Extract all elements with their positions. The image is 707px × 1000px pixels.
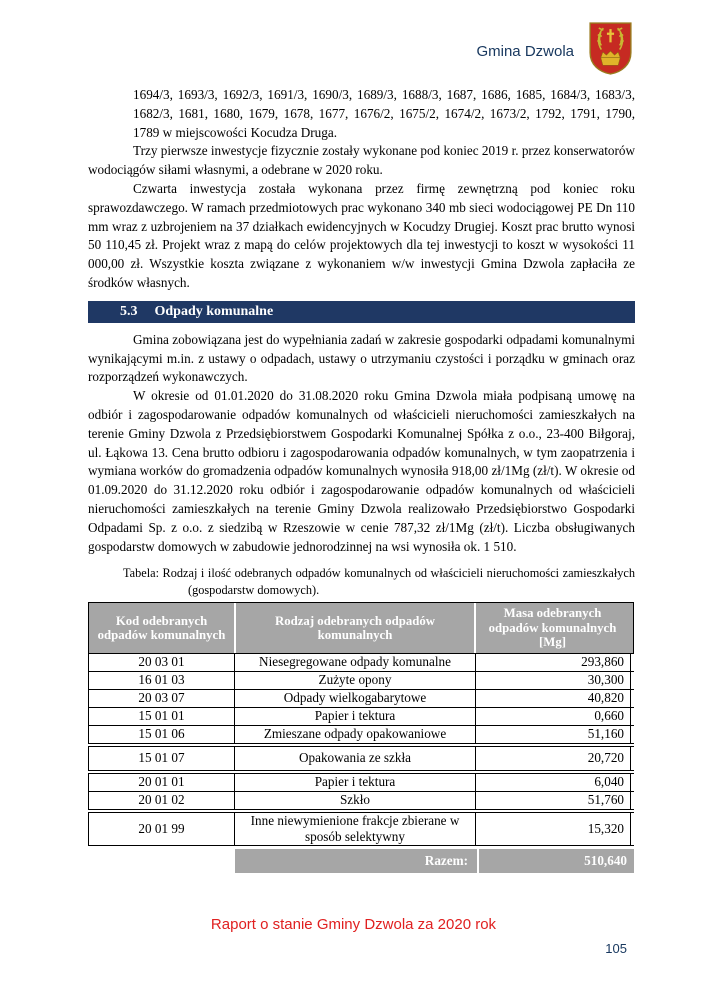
table-caption: Tabela: Rodzaj i ilość odebranych odpadów komunalnych od właścicieli nieruchomości zamieszkałych (gospodarstw domowych). [123, 566, 635, 598]
table-total-row [88, 849, 634, 873]
cell-type: Zmieszane odpady opakowaniowe [235, 726, 476, 743]
cell-type: Inne niewymienione frakcje zbierane w sposób selektywny [235, 813, 476, 845]
paragraph-fourth-investment: Czwarta inwestycja została wykonana przez firmę zewnętrzną pod koniec roku sprawozdawczego. W ramach przedmiotowych prac wykonano 340 mb sieci wodociągowej PE Dn 110 mm wraz z uzbrojeniem na 37 działkach ewidencyjnych w Kocudzy Drugiej. Koszt prac brutto wynosi 50 110,45 zł. Projekt wraz z mapą do celów projektowych dla tej inwestycji to koszt w wysokości 11 000,00 zł. Wszystkie koszta związane z wykonaniem w/w inwestycji Gmina Dzwola zapłaciła ze środków własnych. [88, 180, 635, 290]
table-row [88, 708, 634, 726]
total-label: Razem: [235, 849, 477, 873]
table-row [88, 726, 634, 744]
section-title: Odpady komunalne [154, 303, 274, 319]
table-row [88, 690, 634, 708]
column-header-type: Rodzaj odebranych odpadów komunalnych [234, 603, 474, 653]
section-heading-odpady-komunalne [88, 301, 635, 323]
paragraph-first-investments: Trzy pierwsze inwestycje fizycznie zostały wykonane pod koniec 2019 r. przez konserwatorów wodociągów siłami własnymi, a odebrane w 2020 roku. [88, 143, 635, 178]
cell-mass: 15,320 [476, 813, 631, 845]
cell-code: 20 03 01 [89, 654, 235, 671]
page-content [88, 86, 635, 873]
column-header-mass: Masa odebranych odpadów komunalnych [Mg] [474, 603, 629, 653]
cell-code: 20 01 99 [89, 813, 235, 845]
cell-code: 15 01 06 [89, 726, 235, 743]
municipality-name: Gmina Dzwola [476, 43, 574, 60]
section-number: 5.3 [120, 303, 138, 319]
cell-mass: 6,040 [476, 774, 631, 791]
cell-mass: 40,820 [476, 690, 631, 707]
cell-code: 20 03 07 [89, 690, 235, 707]
waste-table [88, 602, 634, 873]
cell-type: Szkło [235, 792, 476, 809]
total-value: 510,640 [477, 849, 634, 873]
paragraph-waste-obligations: Gmina zobowiązana jest do wypełniania zadań w zakresie gospodarki odpadami komunalnymi wynikającymi m.in. z ustawy o odpadach, ustawy o utrzymaniu czystości i porządku w gminach oraz rozporządzeń wykonawczych. [88, 331, 635, 385]
cell-code: 15 01 07 [89, 747, 235, 770]
cell-type: Papier i tektura [235, 774, 476, 791]
cell-type: Opakowania ze szkła [235, 747, 476, 770]
total-empty-cell [88, 849, 235, 873]
paragraph-waste-contracts: W okresie od 01.01.2020 do 31.08.2020 roku Gmina Dzwola miała podpisaną umowę na odbiór i zagospodarowanie odpadów komunalnych od właścicieli nieruchomości zamieszkałych na terenie Gminy Dzwola z Przedsiębiorstwem Gospodarki Komunalnej Spółka z o.o., 23-400 Biłgoraj, ul. Łąkowa 13. Cena brutto odbioru i zagospodarowania odpadów komunalnych, w tym zaopatrzenia i wymiana worków do gromadzenia odpadów komunalnych wynosiła 918,00 zł/1Mg (zł/t). W okresie od 01.09.2020 do 31.12.2020 roku odbiór i zagospodarowanie odpadów komunalnych od właścicieli nieruchomości zamieszkałych na terenie Gminy Dzwola realizowało Przedsiębiorstwo Gospodarki Odpadami Sp. z o.o. z siedzibą w Rzeszowie w cenie 787,32 zł/1Mg (zł/t). Liczba obsługiwanych gospodarstw domowych w zabudowie jednorodzinnej na wsi wynosiła ok. 1 510. [88, 388, 635, 554]
cell-code: 16 01 03 [89, 672, 235, 689]
cell-mass: 0,660 [476, 708, 631, 725]
cell-code: 20 01 01 [89, 774, 235, 791]
table-row [88, 792, 634, 810]
coat-of-arms-icon [588, 21, 633, 76]
paragraph-parcel-numbers: 1694/3, 1693/3, 1692/3, 1691/3, 1690/3, 1689/3, 1688/3, 1687, 1686, 1685, 1684/3, 1683/3, 1682/3, 1681, 1680, 1679, 1678, 1677, 1676/2, 1675/2, 1674/2, 1673/2, 1792, 1791, 1790, 1789 w miejscowości Kocudza Druga. [133, 87, 635, 140]
cell-type: Zużyte opony [235, 672, 476, 689]
table-row [88, 672, 634, 690]
table-row [88, 654, 634, 672]
cell-type: Niesegregowane odpady komunalne [235, 654, 476, 671]
page-number: 105 [605, 941, 627, 956]
cell-type: Odpady wielkogabarytowe [235, 690, 476, 707]
table-header-row [88, 602, 634, 654]
cell-mass: 20,720 [476, 747, 631, 770]
cell-code: 15 01 01 [89, 708, 235, 725]
cell-type: Papier i tektura [235, 708, 476, 725]
cell-mass: 51,160 [476, 726, 631, 743]
cell-mass: 293,860 [476, 654, 631, 671]
cell-mass: 51,760 [476, 792, 631, 809]
footer-title: Raport o stanie Gminy Dzwola za 2020 rok [210, 916, 497, 933]
cell-code: 20 01 02 [89, 792, 235, 809]
table-row [88, 812, 634, 846]
table-row [88, 746, 634, 771]
cell-mass: 30,300 [476, 672, 631, 689]
table-row [88, 773, 634, 792]
column-header-code: Kod odebranych odpadów komunalnych [97, 613, 226, 643]
